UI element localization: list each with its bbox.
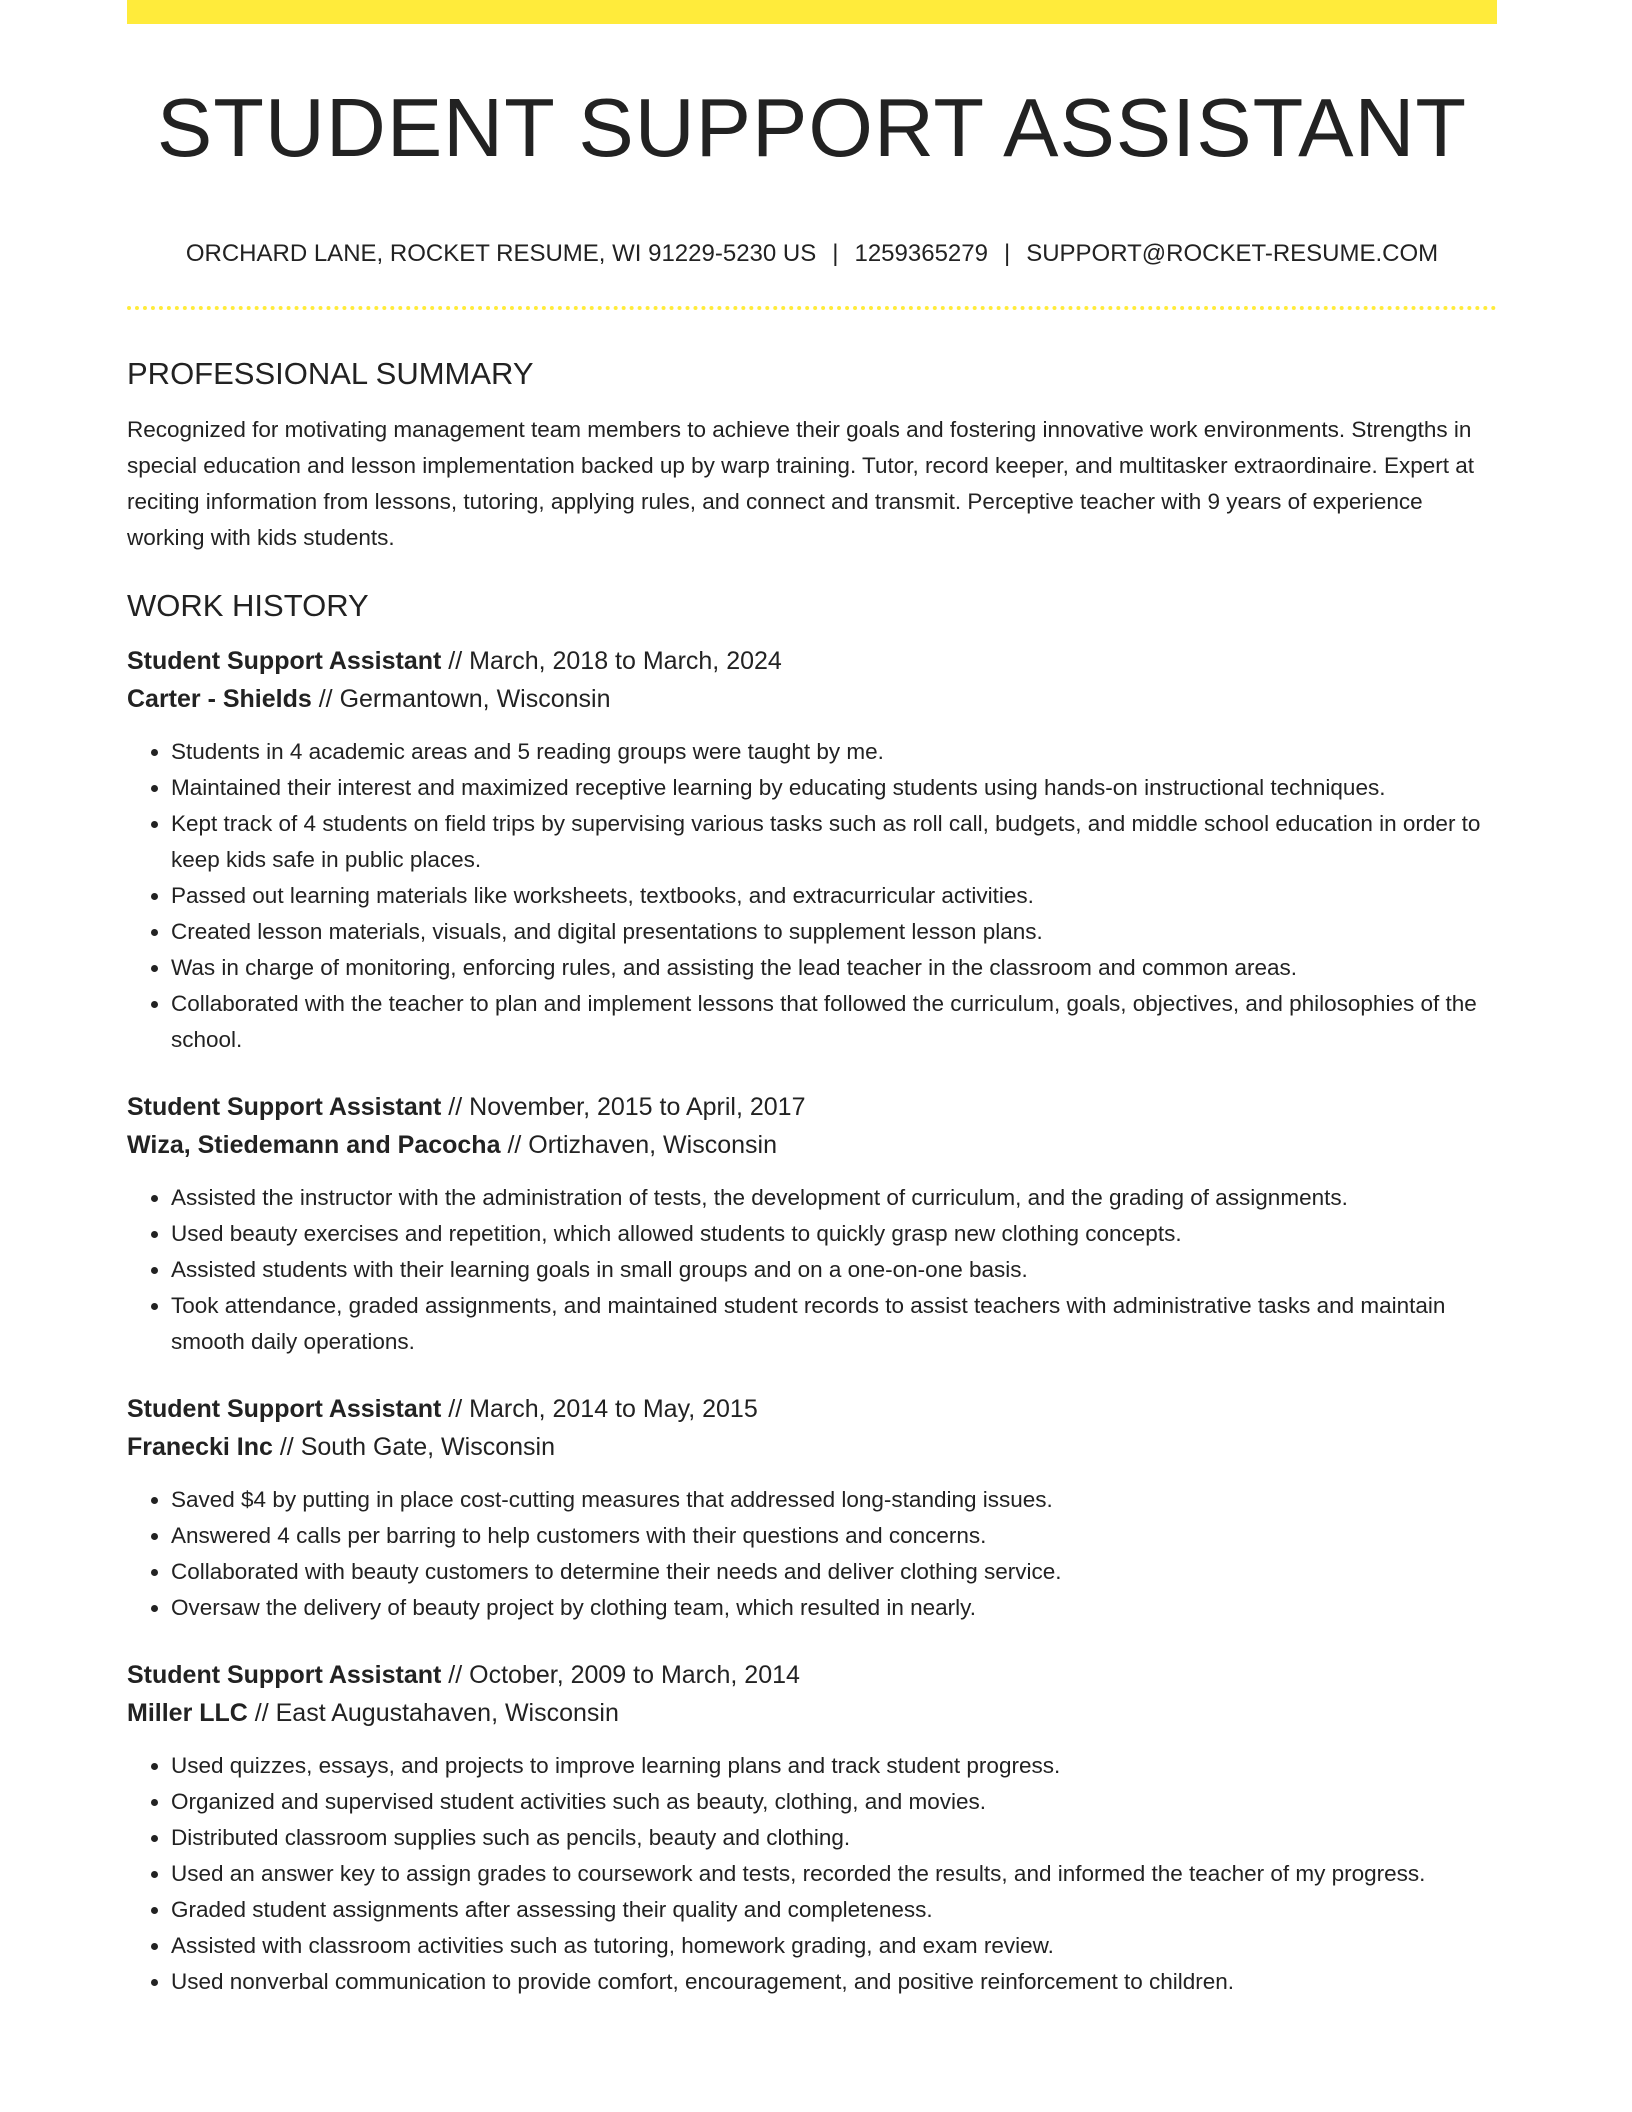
job-bullet-item: • Was in charge of monitoring, enforcing rules, and assisting the lead teacher in the classroom and common areas. (171, 950, 1497, 986)
job-company-line (127, 680, 1497, 718)
job-bullet-item: • Kept track of 4 students on field trips by supervising various tasks such as roll call, budgets, and middle school education in order to keep kids safe in public places. (171, 806, 1497, 878)
job-bullet-item: • Created lesson materials, visuals, and digital presentations to supplement lesson plans. (171, 914, 1497, 950)
job-company-line (127, 1126, 1497, 1164)
contact-line (127, 236, 1497, 272)
job-entry (127, 1390, 1497, 1626)
job-title: Student Support Assistant (127, 1661, 442, 1689)
resume-title: STUDENT SUPPORT ASSISTANT (156, 81, 1468, 174)
job-bullet-item: • Passed out learning materials like worksheets, textbooks, and extracurricular activities. (171, 878, 1497, 914)
job-bullet-item: • Organized and supervised student activities such as beauty, clothing, and movies. (171, 1784, 1497, 1820)
accent-top-bar (127, 0, 1497, 24)
job-title-line (127, 642, 1497, 680)
job-dates: // March, 2014 to May, 2015 (441, 1395, 758, 1423)
work-history-list (127, 642, 1497, 2000)
job-title: Student Support Assistant (127, 1093, 442, 1121)
job-bullet-item: • Oversaw the delivery of beauty project by clothing team, which resulted in nearly. (171, 1590, 1497, 1626)
dotted-divider (127, 306, 1497, 310)
job-entry (127, 1656, 1497, 2000)
job-title: Student Support Assistant (127, 647, 442, 675)
job-company: Miller LLC (127, 1699, 248, 1727)
job-company: Wiza, Stiedemann and Pacocha (127, 1131, 501, 1159)
job-bullet-item: • Assisted students with their learning goals in small groups and on a one-on-one basis. (171, 1252, 1497, 1288)
job-location: // Ortizhaven, Wisconsin (500, 1131, 777, 1159)
job-bullet-item: • Answered 4 calls per barring to help customers with their questions and concerns. (171, 1518, 1497, 1554)
job-bullet-item: • Collaborated with beauty customers to determine their needs and deliver clothing service. (171, 1554, 1497, 1590)
job-bullet-item: • Used beauty exercises and repetition, which allowed students to quickly grasp new clothing concepts. (171, 1216, 1497, 1252)
job-title-line (127, 1656, 1497, 1694)
job-bullets (127, 1748, 1497, 2000)
summary-heading: PROFESSIONAL SUMMARY (127, 356, 534, 391)
job-bullet-item: • Saved $4 by putting in place cost-cutting measures that addressed long-standing issues. (171, 1482, 1497, 1518)
job-dates: // March, 2018 to March, 2024 (441, 647, 782, 675)
job-company-line (127, 1428, 1497, 1466)
job-bullets (127, 1482, 1497, 1626)
job-title-line (127, 1390, 1497, 1428)
job-company: Franecki Inc (127, 1433, 273, 1461)
job-bullet-item: • Used quizzes, essays, and projects to improve learning plans and track student progress. (171, 1748, 1497, 1784)
resume-page (127, 0, 1497, 2112)
work-history-heading: WORK HISTORY (127, 588, 369, 623)
summary-text: Recognized for motivating management team members to achieve their goals and fostering innovative work environments. Strengths in special education and lesson implementation backed up by warp training. Tutor, record keeper, and multitasker extraordinaire. Expert at reciting information from lessons, tutoring, applying rules, and connect and transmit. Perceptive teacher with 9 years of experience working with kids students. (127, 417, 1475, 550)
job-bullets (127, 734, 1497, 1058)
job-company: Carter - Shields (127, 685, 312, 713)
job-entry (127, 1088, 1497, 1360)
job-bullets (127, 1180, 1497, 1360)
job-location: // East Augustahaven, Wisconsin (247, 1699, 619, 1727)
job-title: Student Support Assistant (127, 1395, 442, 1423)
job-bullet-item: • Graded student assignments after assessing their quality and completeness. (171, 1892, 1497, 1928)
job-bullet-item: • Assisted the instructor with the administration of tests, the development of curriculum, and the grading of assignments. (171, 1180, 1497, 1216)
job-bullet-item: • Assisted with classroom activities such as tutoring, homework grading, and exam review. (171, 1928, 1497, 1964)
contact-separator: | (832, 240, 839, 267)
job-bullet-item: • Took attendance, graded assignments, and maintained student records to assist teachers with administrative tasks and maintain smooth daily operations. (171, 1288, 1497, 1360)
contact-separator: | (1003, 240, 1011, 267)
job-entry (127, 642, 1497, 1058)
job-title-line (127, 1088, 1497, 1126)
job-bullet-item: • Used an answer key to assign grades to coursework and tests, recorded the results, and informed the teacher of my progress. (171, 1856, 1497, 1892)
job-bullet-item: • Distributed classroom supplies such as pencils, beauty and clothing. (171, 1820, 1497, 1856)
job-bullet-item: • Collaborated with the teacher to plan and implement lessons that followed the curriculum, goals, objectives, and philosophies of the school. (171, 986, 1497, 1058)
job-bullet-item: • Used nonverbal communication to provide comfort, encouragement, and positive reinforcement to children. (171, 1964, 1497, 2000)
job-dates: // October, 2009 to March, 2014 (441, 1661, 800, 1689)
job-company-line (127, 1694, 1497, 1732)
job-location: // Germantown, Wisconsin (311, 685, 611, 713)
job-bullet-item: • Maintained their interest and maximized receptive learning by educating students using hands-on instructional techniques. (171, 770, 1497, 806)
job-bullet-item: • Students in 4 academic areas and 5 reading groups were taught by me. (171, 734, 1497, 770)
contact-phone: 1259365279 (854, 240, 988, 267)
resume-content (127, 352, 1497, 2000)
job-location: // South Gate, Wisconsin (272, 1433, 555, 1461)
contact-email: SUPPORT@ROCKET-RESUME.COM (1026, 240, 1439, 267)
job-dates: // November, 2015 to April, 2017 (441, 1093, 806, 1121)
contact-address: ORCHARD LANE, ROCKET RESUME, WI 91229-5230 US (185, 240, 817, 267)
